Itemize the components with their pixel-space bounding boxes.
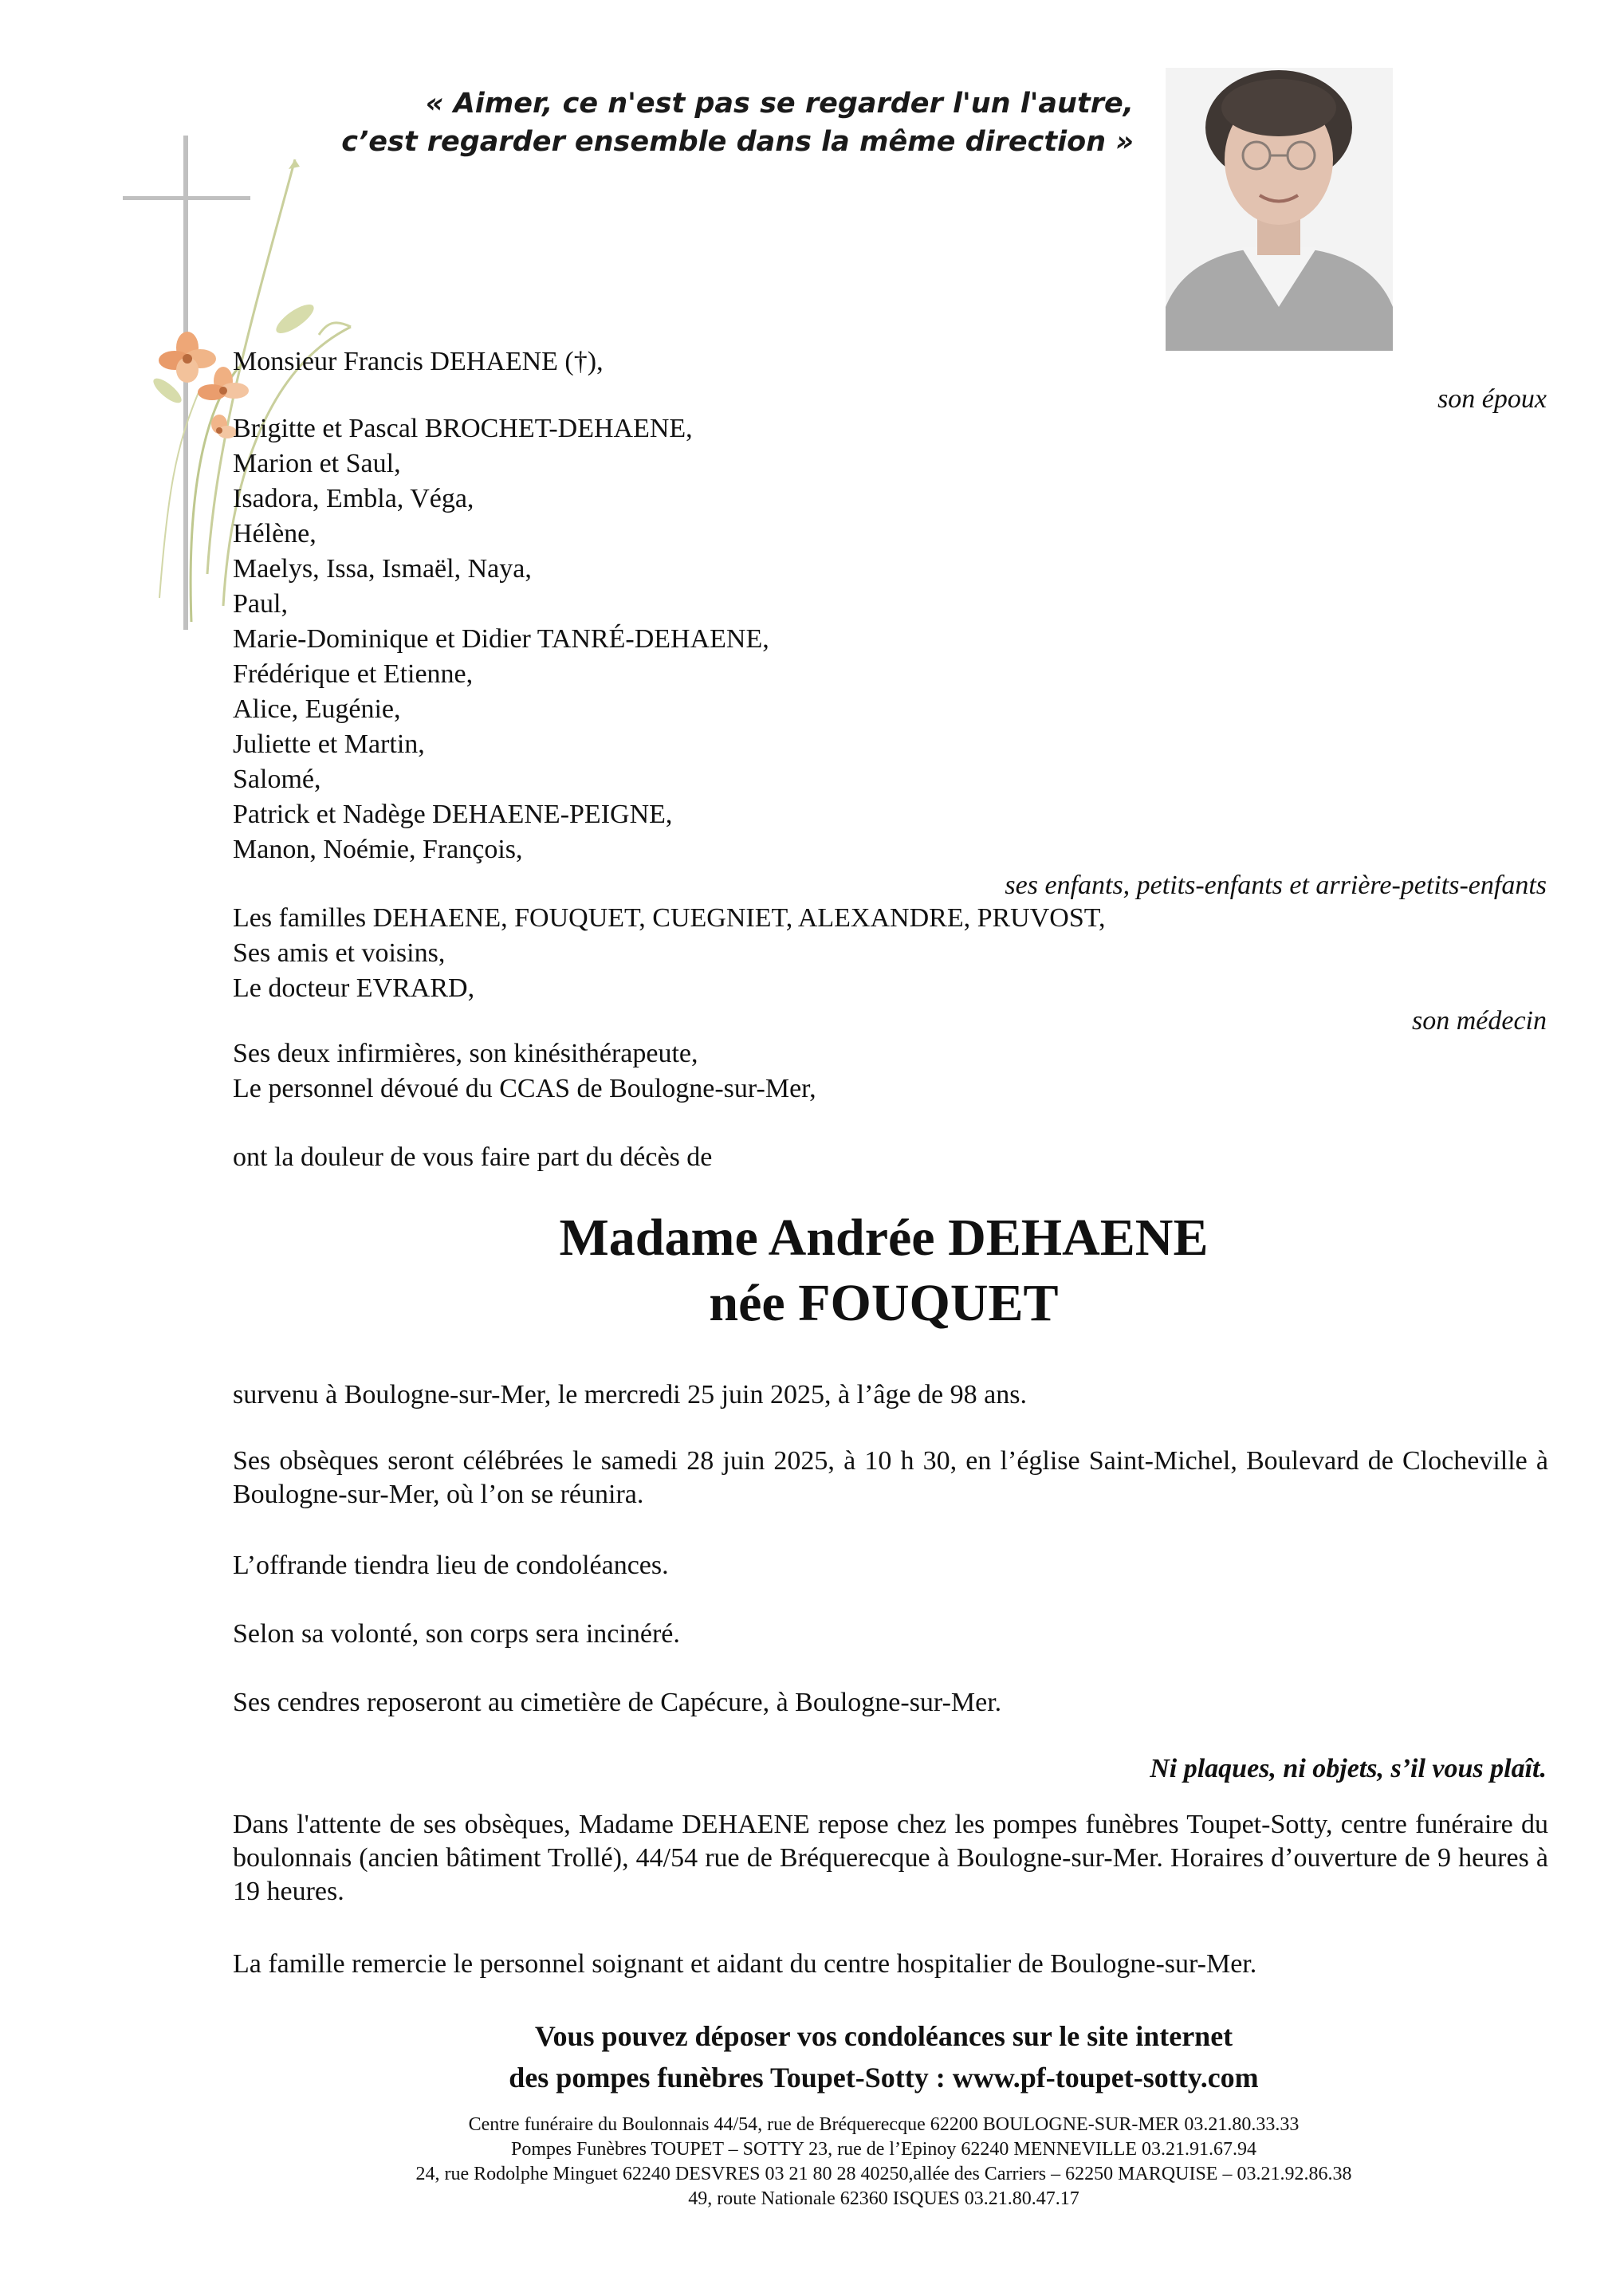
ashes-note: Ses cendres reposeront au cimetière de Capécure, à Boulogne-sur-Mer.	[233, 1688, 1002, 1717]
condolences-line-1: Vous pouvez déposer vos condoléances sur le site internet	[534, 2020, 1233, 2052]
footer-line: 49, route Nationale 62360 ISQUES 03.21.80.47.17	[688, 2188, 1079, 2209]
death-details: survenu à Boulogne-sur-Mer, le mercredi 25 juin 2025, à l’âge de 98 ans.	[233, 1380, 1027, 1409]
cross-vertical	[183, 136, 188, 630]
list-item: Ses amis et voisins,	[233, 938, 446, 968]
footer-line: 24, rue Rodolphe Minguet 62240 DESVRES 03 21 80 28 40250,allée des Carriers – 62250 MARQUISE – 03.21.92.86.38	[415, 2164, 1352, 2184]
thanks-note: La famille remercie le personnel soignant et aidant du centre hospitalier de Boulogne-sur-Mer.	[233, 1949, 1257, 1979]
funeral-details: Ses obsèques seront célébrées le samedi 28 juin 2025, à 10 h 30, en l’église Saint-Michel, Boulevard de Clocheville à Boulogne-sur-Mer, où l’on se réunira.	[233, 1446, 1548, 1509]
doctor-role: son médecin	[1411, 1006, 1547, 1036]
list-item: Maelys, Issa, Ismaël, Naya,	[233, 554, 532, 584]
cross-horizontal	[123, 196, 250, 200]
list-item: Patrick et Nadège DEHAENE-PEIGNE,	[233, 800, 673, 829]
list-item: Le personnel dévoué du CCAS de Boulogne-sur-Mer,	[233, 1074, 816, 1103]
children-role: ses enfants, petits-enfants et arrière-petits-enfants	[1005, 871, 1547, 900]
footer-addresses	[0, 2113, 1624, 2211]
list-item: Manon, Noémie, François,	[233, 835, 523, 864]
quote-line-2: c’est regarder ensemble dans la même direction »	[341, 126, 1134, 158]
list-item: Hélène,	[233, 519, 317, 548]
list-item: Les familles DEHAENE, FOUQUET, CUEGNIET, ALEXANDRE, PRUVOST,	[233, 903, 1106, 933]
footer-line: Pompes Funèbres TOUPET – SOTTY 23, rue de l’Epinoy 62240 MENNEVILLE 03.21.91.67.94	[510, 2139, 1257, 2160]
condolences-block	[0, 2015, 1624, 2098]
list-item: Le docteur EVRARD,	[233, 973, 475, 1003]
others-list	[233, 901, 1106, 1006]
care-list	[233, 1036, 816, 1107]
list-item: Brigitte et Pascal BROCHET-DEHAENE,	[233, 414, 693, 443]
list-item: Marion et Saul,	[233, 449, 401, 478]
quote-block	[336, 88, 1134, 158]
spouse-line: Monsieur Francis DEHAENE (†),	[233, 347, 604, 376]
list-item: Ses deux infirmières, son kinésithérapeute,	[233, 1039, 698, 1068]
cremation-note: Selon sa volonté, son corps sera incinéré.	[233, 1619, 680, 1649]
list-item: Juliette et Martin,	[233, 729, 425, 759]
list-item: Paul,	[233, 589, 288, 619]
footer-line: Centre funéraire du Boulonnais 44/54, rue de Bréquerecque 62200 BOULOGNE-SUR-MER 03.21.80.33.33	[468, 2114, 1300, 2135]
deceased-block	[0, 1208, 1624, 1334]
list-item: Isadora, Embla, Véga,	[233, 484, 474, 513]
offering-note: L’offrande tiendra lieu de condoléances.	[233, 1551, 669, 1580]
list-item: Frédérique et Etienne,	[233, 659, 474, 689]
spouse-role: son époux	[1437, 384, 1547, 414]
deceased-maiden-name: née FOUQUET	[709, 1274, 1059, 1332]
children-list	[233, 411, 769, 867]
list-item: Alice, Eugénie,	[233, 694, 401, 724]
list-item: Marie-Dominique et Didier TANRÉ-DEHAENE,	[233, 624, 769, 654]
condolences-line-2: des pompes funèbres Toupet-Sotty : www.pf-toupet-sotty.com	[509, 2062, 1259, 2094]
list-item: Salomé,	[233, 765, 321, 794]
no-plaques-note: Ni plaques, ni objets, s’il vous plaît.	[1150, 1754, 1547, 1783]
portrait-photo	[1166, 68, 1393, 351]
flower-1	[159, 332, 216, 383]
deceased-name: Madame Andrée DEHAENE	[559, 1209, 1209, 1267]
quote-line-1: « Aimer, ce n'est pas se regarder l'un l'autre,	[425, 88, 1134, 120]
announcement: ont la douleur de vous faire part du décès de	[233, 1142, 713, 1172]
rest-details: Dans l'attente de ses obsèques, Madame DEHAENE repose chez les pompes funèbres Toupet-Sotty, centre funéraire du boulonnais (ancien bâtiment Trollé), 44/54 rue de Bréquerecque à Boulogne-sur-Mer. Horaires d’ouverture de 9 heures à 19 heures.	[233, 1810, 1548, 1906]
